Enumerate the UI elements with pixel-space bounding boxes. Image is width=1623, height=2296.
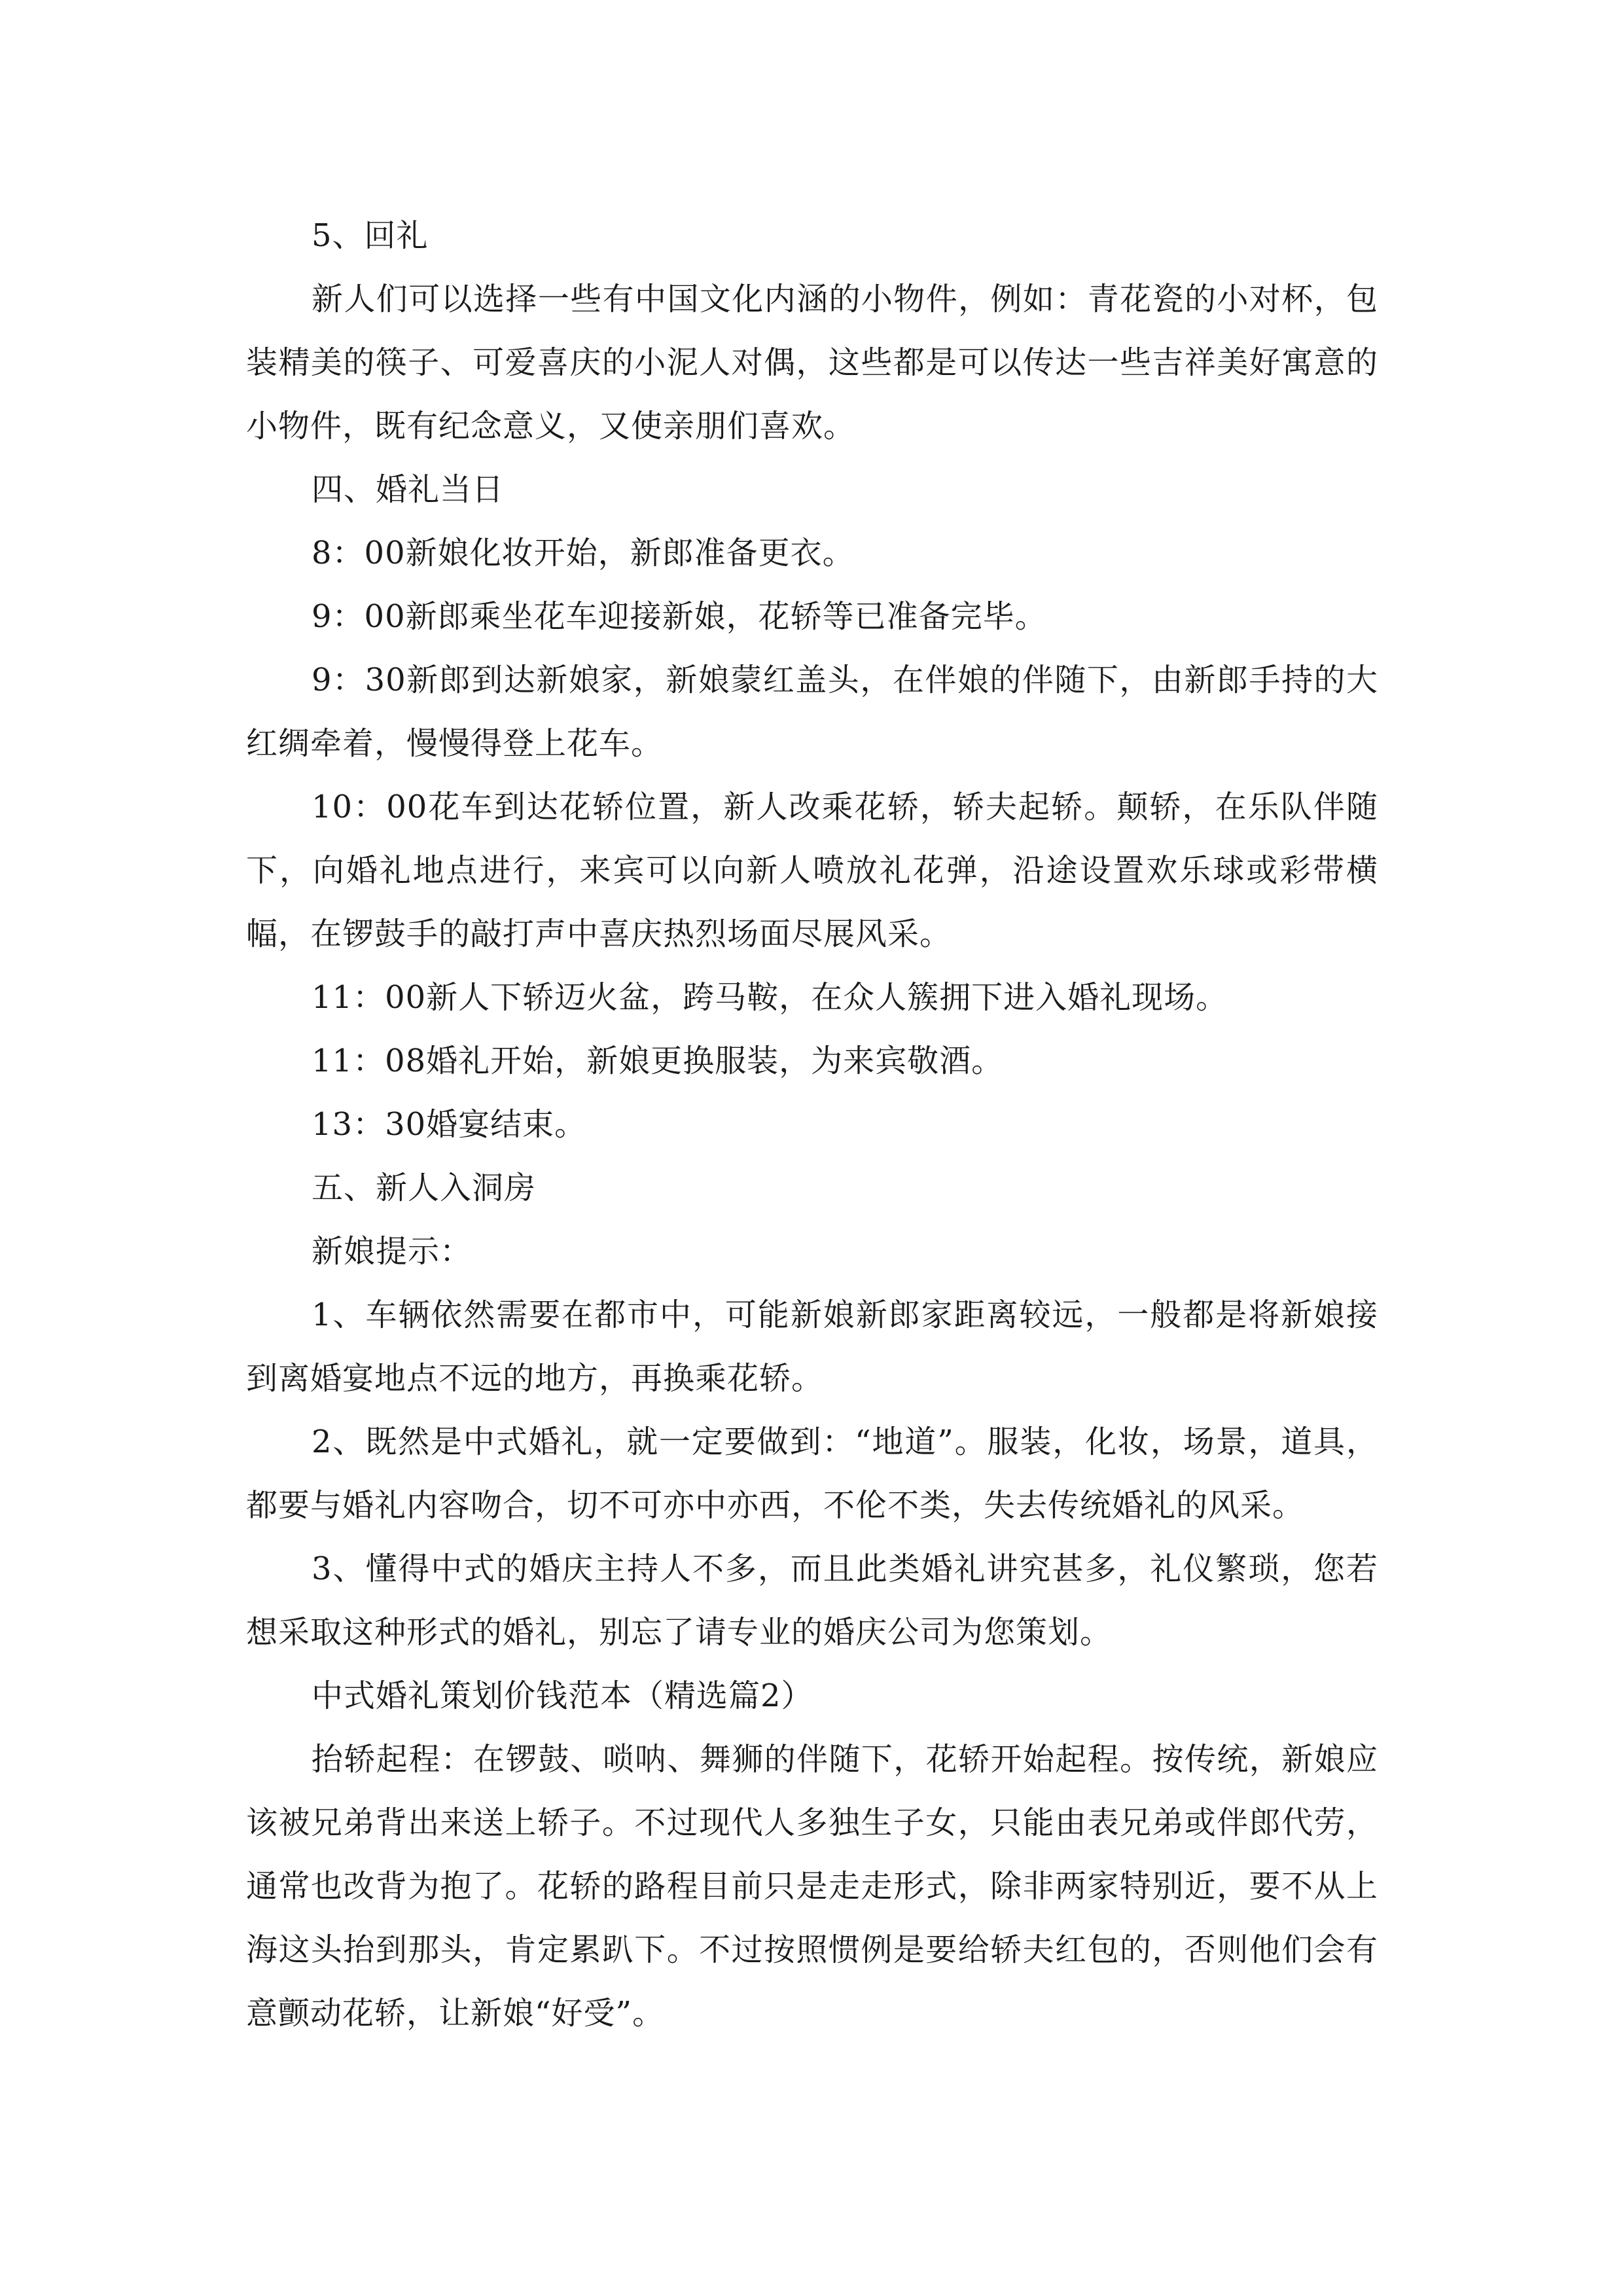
document-body	[246, 204, 1378, 2045]
tip-item-2: 2、既然是中式婚礼，就一定要做到：“地道”。服装，化妆，场景，道具，都要与婚礼内容吻合，切不可亦中亦西，不伦不类，失去传统婚礼的风采。	[246, 1424, 1378, 1524]
tip-item-1: 1、车辆依然需要在都市中，可能新娘新郎家距离较远，一般都是将新娘接到离婚宴地点不远的地方，再换乘花轿。	[246, 1297, 1378, 1397]
schedule-item-1000: 10：00花车到达花轿位置，新人改乘花轿，轿夫起轿。颠轿，在乐队伴随下，向婚礼地点进行，来宾可以向新人喷放礼花弹，沿途设置欢乐球或彩带横幅，在锣鼓手的敲打声中喜庆热烈场面尽展风采。	[246, 789, 1378, 952]
section-heading-return-gift: 5、回礼	[312, 217, 429, 254]
section-heading-bridal-chamber: 五、新人入洞房	[312, 1170, 537, 1206]
schedule-item-1330: 13：30婚宴结束。	[312, 1106, 587, 1143]
schedule-item-0900: 9：00新郎乘坐花车迎接新娘，花轿等已准备完毕。	[312, 598, 1047, 635]
section-heading-wedding-day: 四、婚礼当日	[312, 471, 505, 508]
schedule-item-0800: 8：00新娘化妆开始，新郎准备更衣。	[312, 535, 855, 571]
schedule-item-1100: 11：00新人下轿迈火盆，跨马鞍，在众人簇拥下进入婚礼现场。	[312, 979, 1228, 1016]
article-title-part-2: 中式婚礼策划价钱范本（精选篇2）	[312, 1677, 813, 1714]
schedule-item-1108: 11：08婚礼开始，新娘更换服装，为来宾敬酒。	[312, 1043, 1004, 1079]
tip-item-3: 3、懂得中式的婚庆主持人不多，而且此类婚礼讲究甚多，礼仪繁琐，您若想采取这种形式的婚礼，别忘了请专业的婚庆公司为您策划。	[246, 1551, 1378, 1651]
schedule-item-0930: 9：30新郎到达新娘家，新娘蒙红盖头，在伴娘的伴随下，由新郎手持的大红绸牵着，慢慢得登上花车。	[246, 662, 1378, 762]
paragraph-return-gift: 新人们可以选择一些有中国文化内涵的小物件，例如：青花瓷的小对杯，包装精美的筷子、可爱喜庆的小泥人对偶，这些都是可以传达一些吉祥美好寓意的小物件，既有纪念意义，又使亲朋们喜欢。	[246, 281, 1378, 444]
bride-tips-heading: 新娘提示：	[312, 1233, 473, 1270]
paragraph-sedan-departure: 抬轿起程：在锣鼓、唢呐、舞狮的伴随下，花轿开始起程。按传统，新娘应该被兄弟背出来送上轿子。不过现代人多独生子女，只能由表兄弟或伴郎代劳，通常也改背为抱了。花轿的路程目前只是走走形式，除非两家特别近，要不从上海这头抬到那头，肯定累趴下。不过按照惯例是要给轿夫红包的，否则他们会有意颤动花轿，让新娘“好受”。	[246, 1741, 1378, 2032]
